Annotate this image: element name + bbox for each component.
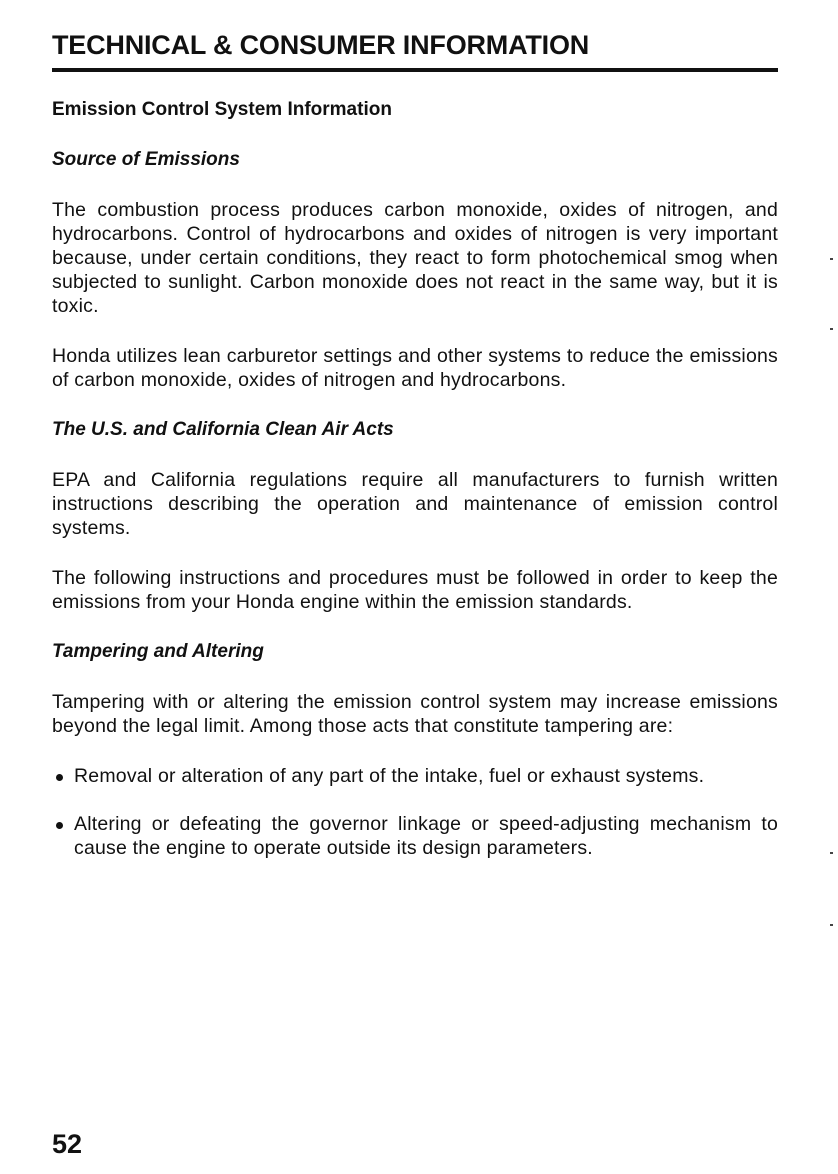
list-item-text: Removal or alteration of any part of the intake, fuel or exhaust systems. (74, 765, 705, 787)
list-item-text: Altering or defeating the governor linkage or speed-adjusting mechanism to cause the engine to operate outside its design parameters. (74, 813, 778, 859)
bullet-icon (56, 774, 63, 781)
section-title: Emission Control System Information (52, 99, 392, 120)
list-item (52, 812, 778, 860)
subheading-source-of-emissions: Source of Emissions (52, 149, 240, 170)
paragraph-combustion: The combustion process produces carbon monoxide, oxides of nitrogen, and hydrocarbons. Control of hydrocarbons and oxides of nitrogen is very important because, under certain conditions, they react to form photochemical smog when subjected to sunlight. Carbon monoxide does not react in the same way, but it is toxic. (52, 199, 778, 317)
margin-mark (830, 924, 833, 926)
subheading-tampering: Tampering and Altering (52, 641, 264, 662)
manual-page (52, 28, 778, 860)
paragraph-honda-lean: Honda utilizes lean carburetor settings and other systems to reduce the emissions of carbon monoxide, oxides of nitrogen and hydrocarbons. (52, 345, 778, 391)
subheading-clean-air-acts: The U.S. and California Clean Air Acts (52, 419, 394, 440)
list-item (52, 764, 778, 788)
margin-mark (830, 328, 833, 330)
title-rule (52, 68, 778, 72)
page-number: 52 (52, 1129, 83, 1159)
bullet-icon (56, 822, 63, 829)
paragraph-tampering: Tampering with or altering the emission control system may increase emissions beyond the legal limit. Among those acts that constitute tampering are: (52, 691, 778, 737)
margin-mark (830, 852, 833, 854)
margin-mark (830, 258, 833, 260)
tampering-list (52, 764, 778, 860)
page-title: TECHNICAL & CONSUMER INFORMATION (52, 30, 590, 60)
paragraph-following-instructions: The following instructions and procedures must be followed in order to keep the emissions from your Honda engine within the emission standards. (52, 567, 778, 613)
paragraph-epa-regulations: EPA and California regulations require all manufacturers to furnish written instructions describing the operation and maintenance of emission control systems. (52, 469, 778, 539)
